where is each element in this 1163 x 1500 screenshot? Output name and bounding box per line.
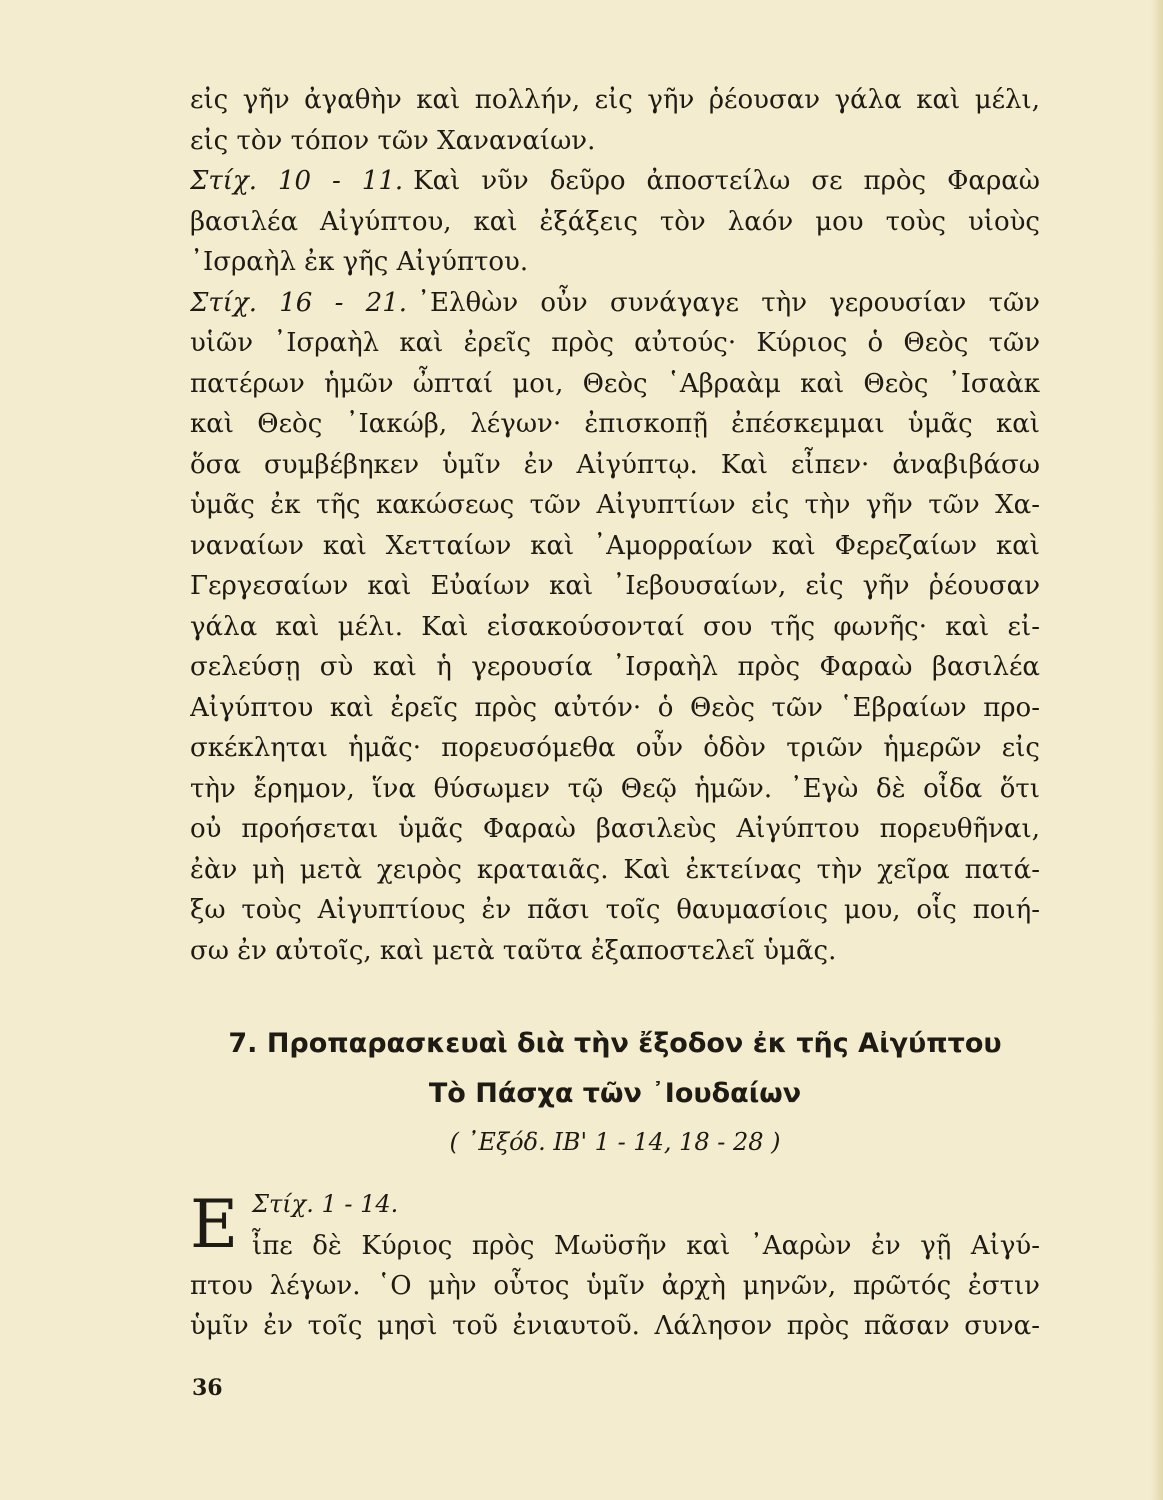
section-subheading: Τὸ Πάσχα τῶν ᾿Ιουδαίων bbox=[428, 1078, 802, 1109]
text-line: Γεργεσαίων καὶ Εὐαίων καὶ ᾿Ιεβουσαίων, εἰς γῆν ῥέουσαν bbox=[190, 571, 1040, 601]
text-line: οὐ προήσεται ὑμᾶς Φαραὼ βασιλεὺς Αἰγύπτου πορευθῆναι, bbox=[190, 814, 1040, 844]
body-text bbox=[190, 80, 1040, 971]
text-line: Στίχ. 10 - 11. Καὶ νῦν δεῦρο ἀποστείλω σε πρὸς Φαραὼ bbox=[190, 166, 1040, 196]
page-edge bbox=[1151, 0, 1163, 1500]
text-line: σκέκληται ἡμᾶς· πορευσόμεθα οὖν ὁδὸν τριῶν ἡμερῶν εἰς bbox=[190, 733, 1040, 763]
text-line: ὑμῖν ἐν τοῖς μησὶ τοῦ ἐνιαυτοῦ. Λάλησον πρὸς πᾶσαν συνα- bbox=[190, 1311, 1040, 1341]
section-body bbox=[190, 1186, 1040, 1346]
verse-reference: Στίχ. 1 - 14. bbox=[252, 1190, 399, 1218]
text-line: σελεύσῃ σὺ καὶ ἡ γερουσία ᾿Ισραὴλ πρὸς Φαραὼ βασιλέα bbox=[190, 652, 1040, 682]
verse-reference: Στίχ. 10 - 11. bbox=[190, 166, 404, 196]
text-line: ἐὰν μὴ μετὰ χειρὸς κραταιᾶς. Καὶ ἐκτείνας τὴν χεῖρα πατά- bbox=[190, 854, 1040, 885]
text-line: εἰς τὸν τόπον τῶν Χαναναίων. bbox=[190, 125, 596, 156]
text-line: σω ἐν αὐτοῖς, καὶ μετὰ ταῦτα ἐξαποστελεῖ ὑμᾶς. bbox=[190, 935, 837, 966]
text-line: εἰς γῆν ἀγαθὴν καὶ πολλήν, εἰς γῆν ῥέουσαν γάλα καὶ μέλι, bbox=[190, 85, 1040, 115]
text-line: ὑμᾶς ἐκ τῆς κακώσεως τῶν Αἰγυπτίων εἰς τὴν γῆν τῶν Χα- bbox=[190, 490, 1040, 520]
text-line: ᾿Ισραὴλ ἐκ γῆς Αἰγύπτου. bbox=[190, 247, 529, 277]
text-line: τὴν ἔρημον, ἵνα θύσωμεν τῷ Θεῷ ἡμῶν. ᾿Εγὼ δὲ οἶδα ὅτι bbox=[190, 773, 1040, 804]
text-line: ξω τοὺς Αἰγυπτίους ἐν πᾶσι τοῖς θαυμασίοις μου, οἷς ποιή- bbox=[190, 895, 1040, 925]
text-line: βασιλέα Αἰγύπτου, καὶ ἐξάξεις τὸν λαόν μου τοὺς υἱοὺς bbox=[190, 206, 1040, 237]
text-line: υἱῶν ᾿Ισραὴλ καὶ ἐρεῖς πρὸς αὐτούς· Κύριος ὁ Θεὸς τῶν bbox=[190, 328, 1040, 358]
text-line: Στίχ. 16 - 21. ᾿Ελθὼν οὖν συνάγαγε τὴν γερουσίαν τῶν bbox=[190, 287, 1040, 318]
text-line: πτου λέγων. ῾Ο μὴν οὗτος ὑμῖν ἀρχὴ μηνῶν, πρῶτός ἐστιν bbox=[190, 1271, 1040, 1301]
text-line: ἶπε δὲ Κύριος πρὸς Μωϋσῆν καὶ ᾿Ααρὼν ἐν γῇ Αἰγύ- bbox=[252, 1231, 1040, 1261]
verse-reference: Στίχ. 16 - 21. bbox=[190, 287, 408, 318]
source-reference: ( ᾿Εξόδ. ΙΒ' 1 - 14, 18 - 28 ) bbox=[449, 1128, 781, 1156]
text-line: ὅσα συμβέβηκεν ὑμῖν ἐν Αἰγύπτῳ. Καὶ εἶπεν· ἀναβιβάσω bbox=[190, 449, 1040, 480]
section-heading: 7. Προπαρασκευαὶ διὰ τὴν ἔξοδον ἐκ τῆς Αἰγύπτου bbox=[228, 1028, 1002, 1059]
text-line: πατέρων ἡμῶν ὦπταί μοι, Θεὸς ῾Αβραὰμ καὶ Θεὸς ᾿Ισαὰκ bbox=[190, 368, 1040, 399]
text-line: καὶ Θεὸς ᾿Ιακώβ, λέγων· ἐπισκοπῇ ἐπέσκεμμαι ὑμᾶς καὶ bbox=[190, 409, 1040, 439]
text-line: Αἰγύπτου καὶ ἐρεῖς πρὸς αὐτόν· ὁ Θεὸς τῶν ῾Εβραίων προ- bbox=[190, 692, 1040, 723]
drop-cap: Ε bbox=[190, 1186, 239, 1263]
text-line: ναναίων καὶ Χετταίων καὶ ᾿Αμορραίων καὶ Φερεζαίων καὶ bbox=[190, 530, 1040, 561]
text-line: γάλα καὶ μέλι. Καὶ εἰσακούσονταί σου τῆς φωνῆς· καὶ εἰ- bbox=[190, 611, 1040, 642]
page-number: 36 bbox=[192, 1375, 223, 1401]
